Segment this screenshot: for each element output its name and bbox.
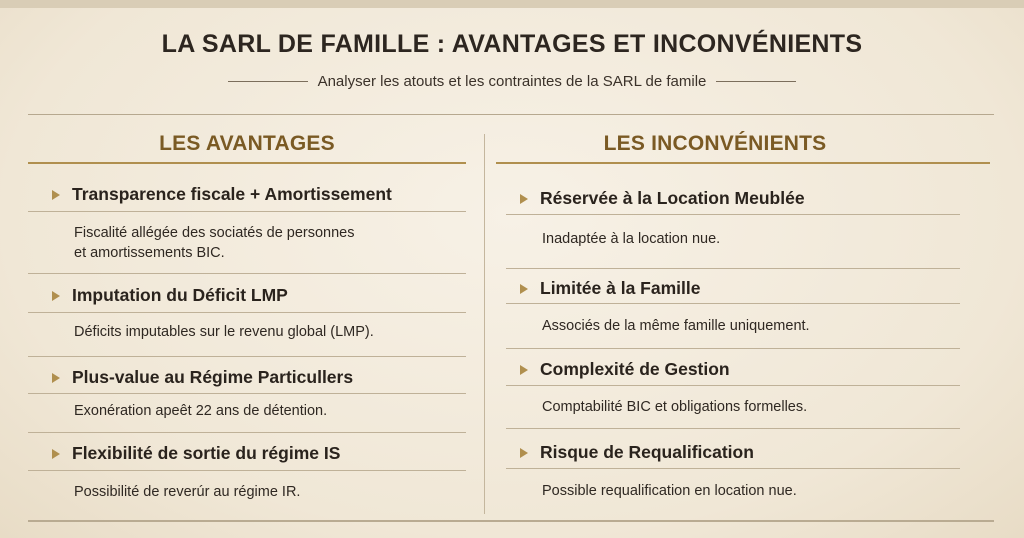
advantage-item-3-head: Plus-value au Régime Particullers [72,367,354,387]
triangle-bullet-icon [520,194,528,204]
advantage-item-3-desc [74,401,327,421]
disadvantage-item-4-desc-line-1: Possible requalification en location nue. [542,483,797,499]
advantage-item-2-bottom-rule [28,356,466,357]
advantage-item-1-desc-line-1: Fiscalité allégée des sociatés de personnes [74,225,355,241]
disadvantage-item-2-bottom-rule [506,348,960,349]
disadvantage-item-2-desc-line-1: Associés de la même famille uniquement. [542,318,810,334]
disadvantage-item-4-head: Risque de Requalification [540,442,754,462]
advantage-item-1-head: Transparence fiscale + Amortissement [72,184,392,204]
disadvantage-item-1-bottom-rule [506,268,960,269]
bottom-divider [28,520,994,522]
triangle-bullet-icon [52,373,60,383]
disadvantage-item-4-desc [542,481,797,501]
page-subtitle: Analyser les atouts et les contraintes de la SARL de famile [317,72,707,90]
advantage-item-2-desc [74,322,374,342]
advantage-item-2-head: Imputation du Déficit LMP [72,285,288,305]
subtitle-row [0,70,1024,92]
advantage-item-4-desc-line-1: Possibilité de reverúr au régime IR. [74,484,301,500]
advantage-item-2-rule [28,312,466,313]
disadvantage-item-3-desc [542,397,807,417]
advantage-item-1 [52,184,392,205]
advantage-item-2 [52,285,288,306]
triangle-bullet-icon [52,291,60,301]
top-strip [0,0,1024,8]
disadvantage-item-3-bottom-rule [506,428,960,429]
advantage-item-3-desc-line-1: Exonération apeêt 22 ans de détention. [74,403,328,419]
disadvantage-item-4-rule [506,468,960,469]
advantage-item-1-desc [74,223,355,263]
disadvantage-item-3-rule [506,385,960,386]
subtitle-line-right [716,81,796,82]
disadvantage-item-1-desc [542,229,720,249]
header-divider [28,114,994,115]
disadvantage-item-2-rule [506,303,960,304]
advantage-item-3 [52,367,353,388]
disadvantage-item-1-rule [506,214,960,215]
advantage-item-1-bottom-rule [28,273,466,274]
disadvantage-item-2 [520,278,700,299]
disadvantage-item-4 [520,442,754,463]
disadvantages-title: LES INCONVÉNIENTS [603,132,827,155]
advantage-item-4-desc [74,482,300,502]
disadvantage-item-3-head: Complexité de Gestion [540,359,730,379]
page-title: LA SARL DE FAMILLE : AVANTAGES ET INCONVÉNIENTS [161,30,863,58]
triangle-bullet-icon [52,449,60,459]
advantage-item-4-head: Flexibilité de sortie du régime IS [72,443,341,463]
triangle-bullet-icon [520,365,528,375]
advantages-title: LES AVANTAGES [159,132,335,155]
subtitle-line-left [228,81,308,82]
triangle-bullet-icon [520,448,528,458]
disadvantage-item-3 [520,359,730,380]
advantage-item-1-desc-line-2: et amortissements BIC. [74,245,225,261]
column-divider [484,134,485,514]
triangle-bullet-icon [520,284,528,294]
disadvantage-item-2-desc [542,316,810,336]
triangle-bullet-icon [52,190,60,200]
disadvantage-item-3-desc-line-1: Comptabilité BIC et obligations formelles. [542,399,808,415]
disadvantage-item-1-head: Réservée à la Location Meublée [540,188,805,208]
disadvantage-item-1 [520,188,805,209]
advantage-item-4-rule [28,470,466,471]
advantage-item-4 [52,443,340,464]
advantage-item-2-desc-line-1: Déficits imputables sur le revenu global (LMP). [74,324,374,340]
disadvantage-item-2-head: Limitée à la Famille [540,278,701,298]
advantages-title-rule [28,162,466,164]
advantage-item-3-bottom-rule [28,432,466,433]
advantage-item-1-rule [28,211,466,212]
advantage-item-3-rule [28,393,466,394]
disadvantage-item-1-desc-line-1: Inadaptée à la location nue. [542,231,721,247]
disadvantages-title-rule [496,162,990,164]
